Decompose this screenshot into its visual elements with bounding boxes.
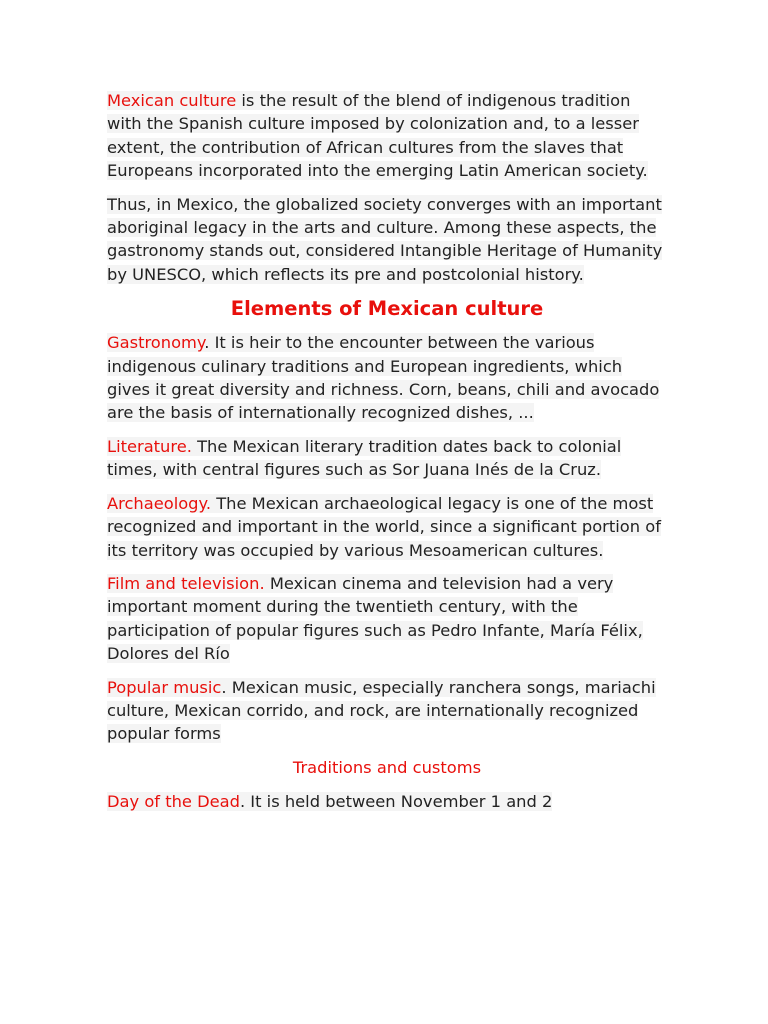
tradition-paragraph-day-of-dead	[107, 790, 667, 813]
element-paragraph-music	[107, 676, 667, 746]
section-heading: Elements of Mexican culture	[230, 297, 544, 321]
element-paragraph-archaeology	[107, 492, 667, 562]
film-television-text: Mexican cinema and television had a very important moment during the twentieth century, with the participation of popular figures such as Pedro Infante, María Félix, Dolores del Río	[107, 573, 643, 664]
intro-paragraph-1	[107, 89, 667, 183]
archaeology-text: The Mexican archaeological legacy is one of the most recognized and important in the world, since a significant portion of its territory was occupied by various Mesoamerican cultures.	[107, 493, 661, 560]
term-literature: Literature.	[107, 436, 192, 456]
day-of-the-dead-text: . It is held between November 1 and 2	[239, 791, 553, 811]
popular-music-text: . Mexican music, especially ranchera songs, mariachi culture, Mexican corrido, and rock, are internationally recognized popular forms	[107, 677, 656, 744]
gastronomy-text: . It is heir to the encounter between the various indigenous culinary traditions and European ingredients, which gives it great diversity and richness. Corn, beans, chili and avocado are the basis of internationally recognized dishes, ...	[107, 333, 660, 423]
term-archaeology: Archaeology.	[107, 493, 212, 513]
term-mexican-culture: Mexican culture	[107, 91, 237, 110]
element-paragraph-gastronomy	[107, 331, 667, 425]
element-paragraph-film	[107, 572, 667, 666]
term-day-of-the-dead: Day of the Dead	[107, 791, 240, 811]
element-paragraph-literature	[107, 435, 667, 482]
term-popular-music: Popular music	[107, 677, 222, 697]
term-gastronomy: Gastronomy	[107, 333, 205, 353]
intro-paragraph-2-text: Thus, in Mexico, the globalized society converges with an important aboriginal legacy in the arts and culture. Among these aspects, the gastronomy stands out, considered Intangible Heritage of Humanity by UNESCO, which reflects its pre and postcolonial history.	[107, 194, 663, 284]
literature-text: The Mexican literary tradition dates back to colonial times, with central figures such as Sor Juana Inés de la Cruz.	[107, 436, 622, 480]
intro-paragraph-1-text: is the result of the blend of indigenous tradition with the Spanish culture imposed by colonization and, to a lesser extent, the contribution of African cultures from the slaves that Europeans incorporated into the emerging Latin American society.	[107, 91, 648, 181]
intro-paragraph-2	[107, 193, 667, 287]
document-body	[107, 89, 667, 823]
term-film-television: Film and television.	[107, 573, 265, 593]
sub-heading: Traditions and customs	[292, 757, 482, 777]
